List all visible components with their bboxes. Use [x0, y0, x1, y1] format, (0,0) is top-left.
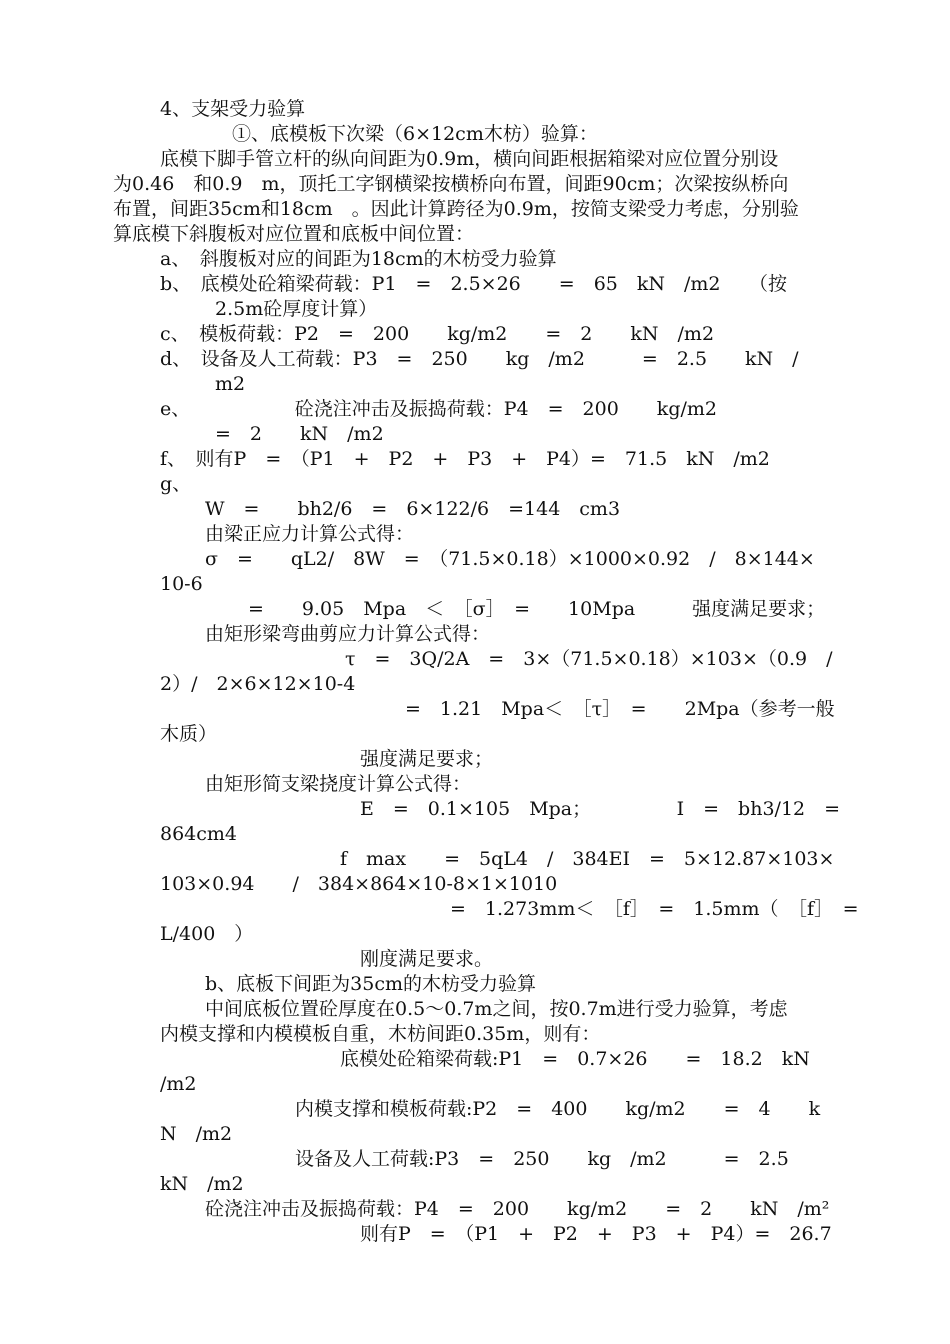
paragraph-line: 布置，间距35cm和18cm 。因此计算跨径为0.9m，按简支梁受力考虑，分别验	[113, 198, 799, 220]
paragraph-line: 内模支撑和内模模板自重，木枋间距0.35m，则有：	[160, 1023, 601, 1045]
formula-line: 底模处砼箱梁荷载:P1 = 0.7×26 = 18.2 kN	[340, 1048, 810, 1070]
formula-line: 设备及人工荷载:P3 = 250 kg /m2 = 2.5	[295, 1148, 789, 1170]
formula-line: L/400 ）	[160, 923, 254, 945]
formula-line: kN /m2	[160, 1173, 244, 1195]
formula-line: 内模支撑和模板荷载:P2 = 400 kg/m2 = 4 k	[295, 1098, 821, 1120]
formula-line: E = 0.1×105 Mpa； I = bh3/12 =	[360, 798, 841, 820]
formula-line: 103×0.94 / 384×864×10-8×1×1010	[160, 873, 558, 895]
list-item: e、 砼浇注冲击及振捣荷载：P4 = 200 kg/m2	[160, 398, 717, 420]
list-item-continuation: m2	[215, 373, 246, 395]
formula-line: τ = 3Q/2A = 3×（71.5×0.18）×103×（0.9 /	[345, 648, 833, 670]
list-item: d、 设备及人工荷载：P3 = 250 kg /m2 = 2.5 kN /	[160, 348, 799, 370]
paragraph-line: 由矩形简支梁挠度计算公式得：	[205, 773, 472, 795]
formula-line: W = bh2/6 = 6×122/6 =144 cm3	[205, 498, 621, 520]
formula-line: f max = 5qL4 / 384EI = 5×12.87×103×	[340, 848, 835, 870]
formula-line: = 1.21 Mpa＜ ［τ］ = 2Mpa（参考一般	[405, 698, 835, 720]
section-heading: 4、支架受力验算	[160, 98, 306, 120]
paragraph-line: 由梁正应力计算公式得：	[205, 523, 415, 545]
list-item: b、 底模处砼箱梁荷载：P1 = 2.5×26 = 65 kN /m2 （按	[160, 273, 788, 295]
list-item: g、	[160, 473, 192, 495]
formula-line: = 1.273mm＜ ［f］ = 1.5mm（ ［f］ =	[450, 898, 859, 920]
formula-line: /m2	[160, 1073, 197, 1095]
paragraph-line: 中间底板位置砼厚度在0.5～0.7m之间，按0.7m进行受力验算，考虑	[205, 998, 788, 1020]
list-item: f、 则有P = （P1 + P2 + P3 + P4）= 71.5 kN /m2	[160, 448, 770, 470]
paragraph-line: 算底模下斜腹板对应位置和底板中间位置：	[113, 223, 475, 245]
formula-line: 木质）	[160, 723, 218, 745]
list-item: a、 斜腹板对应的间距为18cm的木枋受力验算	[160, 248, 557, 270]
paragraph-line: 强度满足要求；	[360, 748, 494, 770]
subsection-heading: b、底板下间距为35cm的木枋受力验算	[205, 973, 536, 995]
list-item-continuation: 2.5m砼厚度计算）	[215, 298, 378, 320]
paragraph-line: 刚度满足要求。	[360, 948, 494, 970]
formula-line: = 9.05 Mpa ＜ ［σ］ = 10Mpa 强度满足要求；	[248, 598, 826, 620]
formula-line: 864cm4	[160, 823, 238, 845]
formula-line: 2）/ 2×6×12×10-4	[160, 673, 356, 695]
paragraph-line: 由矩形梁弯曲剪应力计算公式得：	[205, 623, 491, 645]
list-item: c、 模板荷载：P2 = 200 kg/m2 = 2 kN /m2	[160, 323, 715, 345]
formula-line: σ = qL2/ 8W = （71.5×0.18）×1000×0.92 / 8×144×	[205, 548, 815, 570]
formula-line: 10-6	[160, 573, 203, 595]
list-item-continuation: = 2 kN /m2	[215, 423, 384, 445]
subsection-heading: ①、底模板下次梁（6×12cm木枋）验算：	[232, 123, 598, 145]
formula-line: 砼浇注冲击及振捣荷载：P4 = 200 kg/m2 = 2 kN /m²	[205, 1198, 830, 1220]
formula-line: N /m2	[160, 1123, 233, 1145]
paragraph-line: 底模下脚手管立杆的纵向间距为0.9m，横向间距根据箱梁对应位置分别设	[160, 148, 779, 170]
paragraph-line: 为0.46 和0.9 m，顶托工字钢横梁按横桥向布置，间距90cm；次梁按纵桥向	[113, 173, 789, 195]
formula-line: 则有P = （P1 + P2 + P3 + P4）= 26.7	[360, 1223, 832, 1245]
